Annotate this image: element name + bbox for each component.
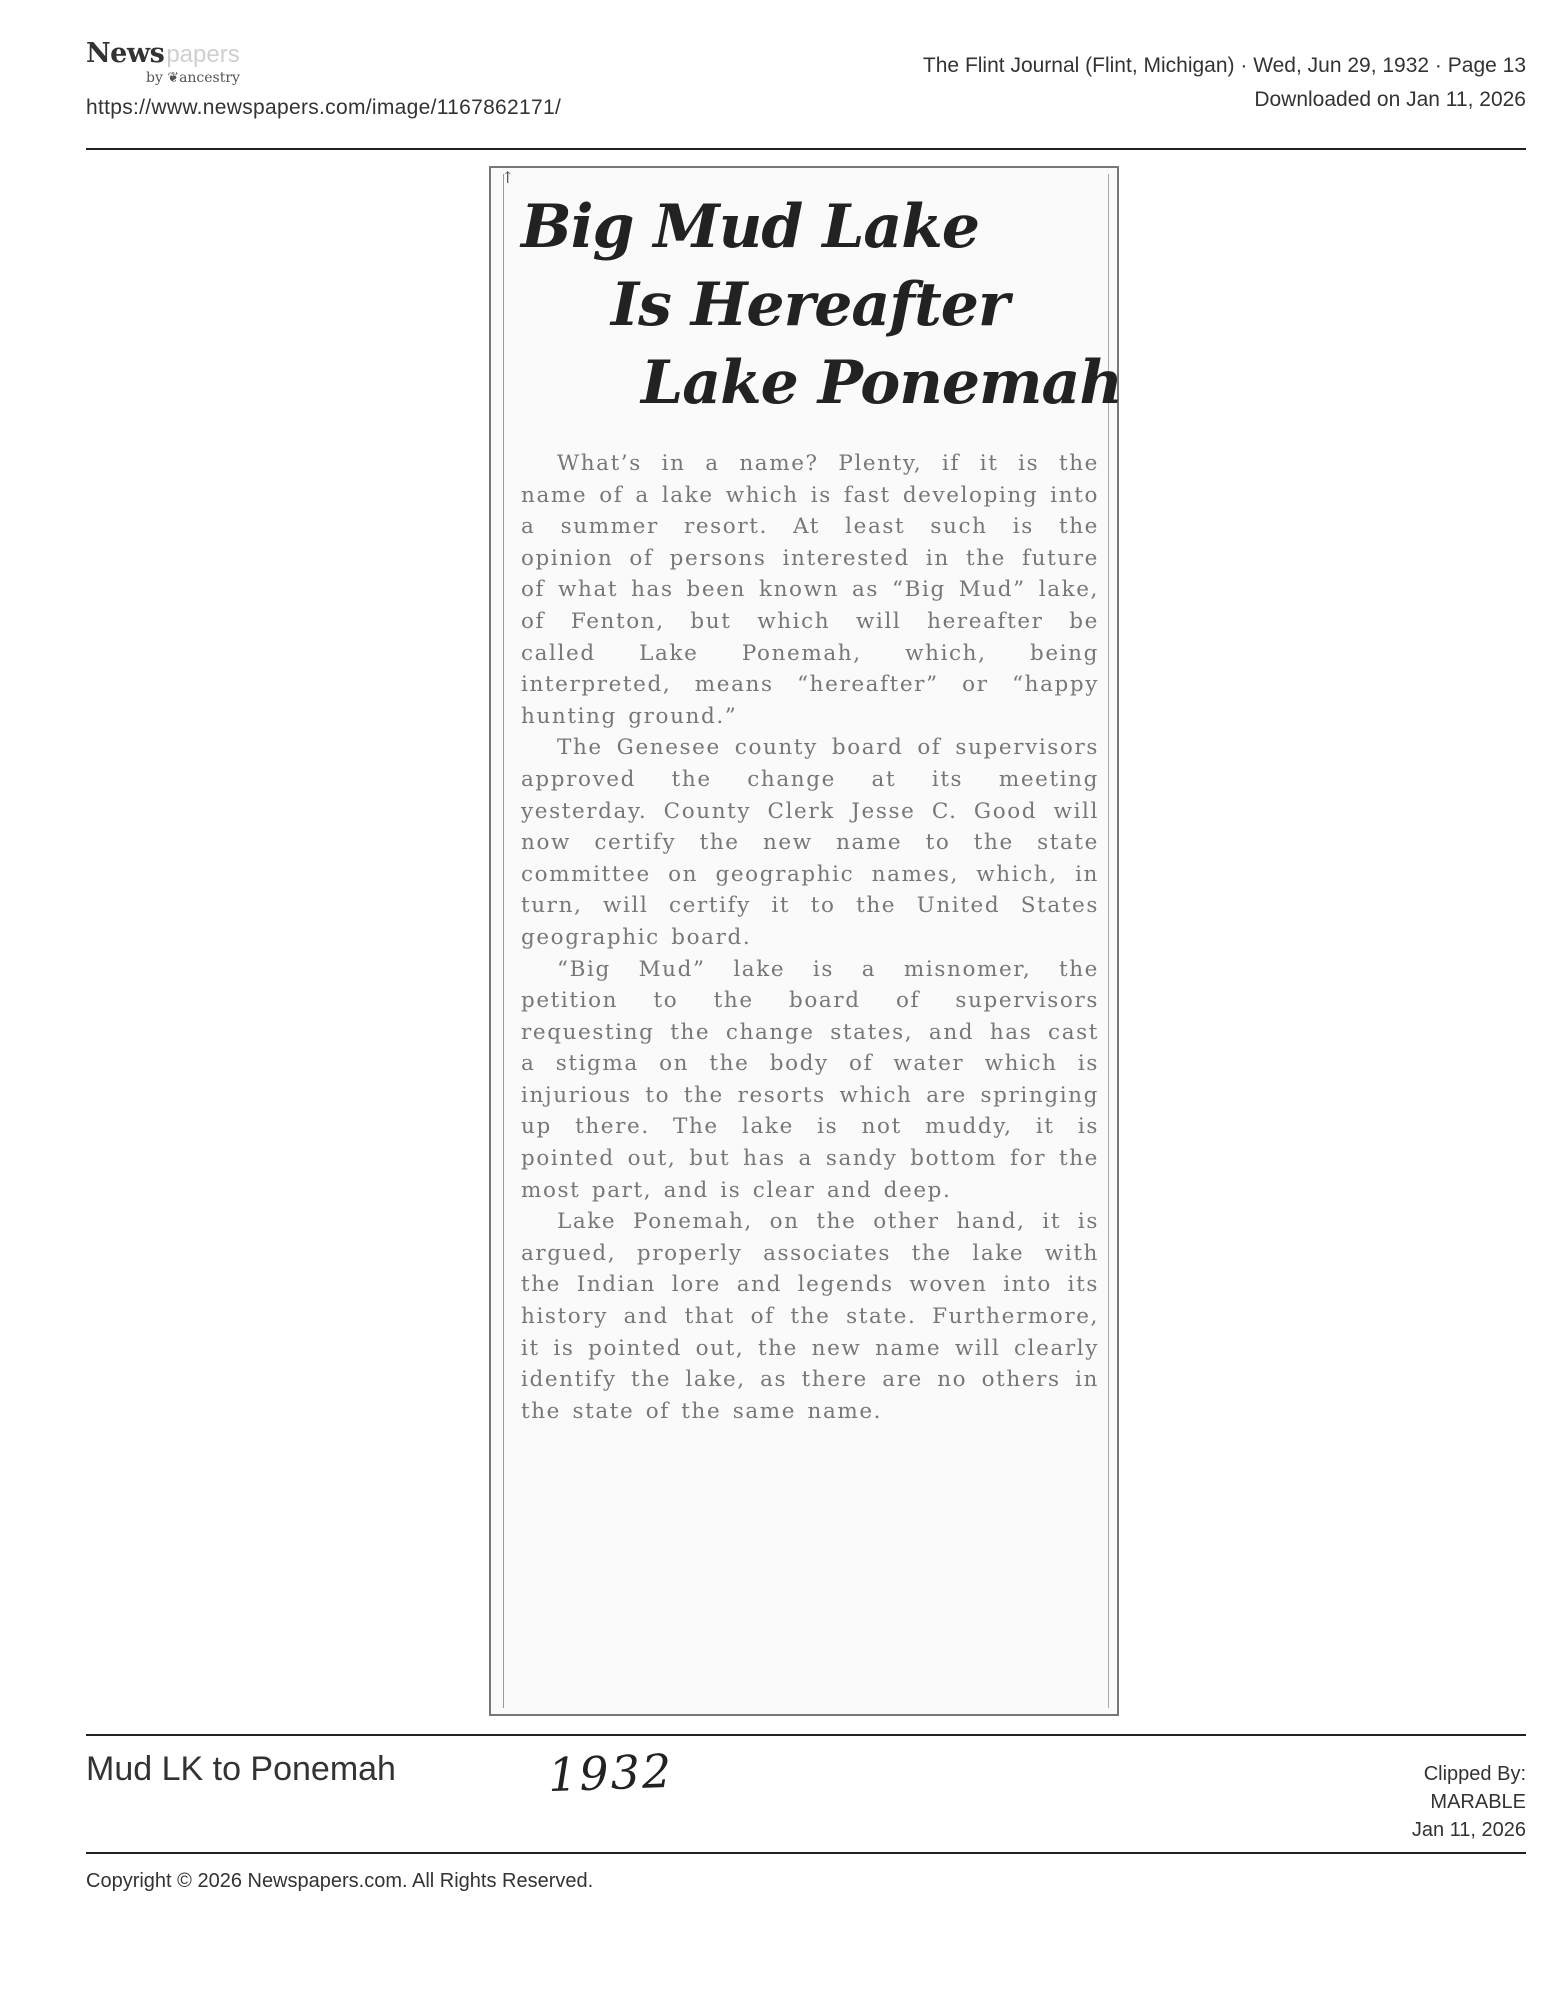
image-url[interactable]: https://www.newspapers.com/image/1167862171/ [86,96,562,119]
clipped-by-user[interactable]: MARABLE [1430,1791,1526,1813]
handwritten-year: 1932 [547,1743,674,1803]
footer-bottom-divider [86,1852,1526,1854]
clipped-by-label: Clipped By: [1423,1763,1526,1785]
clipped-date: Jan 11, 2026 [1411,1819,1526,1841]
source-citation: The Flint Journal (Flint, Michigan) · Wed, Jun 29, 1932 · Page 13 [922,54,1526,77]
article-paragraph: Lake Ponemah, on the other hand, it is argued, properly associates the lake with the Indian lore and legends woven into its history and that of the state. Furthermore, it is pointed out, the new name will clearly identify the lake, as there are no others in the state of the same name. [521,1209,1099,1424]
article-paragraph: The Genesee county board of supervisors approved the change at its meeting yesterday. County Clerk Jesse C. Good will now certify the new name to the state committee on geographic names, which, in turn, will certify it to the United States geographic board. [521,735,1099,950]
article-paragraph: “Big Mud” lake is a misnomer, the petition to the board of supervisors requesting the change states, and has cast a stigma on the body of water which is injurious to the resorts which are springing up there. The lake is not muddy, it is pointed out, but has a sandy bottom for the most part, and is clear and deep. [521,956,1099,1203]
clipped-by-block [1412,1760,1526,1844]
logo-word: News [86,38,165,69]
corner-mark: ↑ [501,168,515,187]
clip-title: Mud LK to Ponemah [86,1750,396,1788]
article-paragraph: What’s in a name? Plenty, if it is the name of a lake which is fast developing into a summer resort. At least such is the opinion of persons interested in the future of what has been known as “Big Mud” lake, of Fenton, but which will hereafter be called Lake Ponemah, which, being interpreted, means “hereafter” or “happy hunting ground.” [521,451,1099,729]
logo-ancestry: ancestry [179,70,240,86]
copyright-notice: Copyright © 2026 Newspapers.com. All Rights Reserved. [86,1870,594,1892]
logo-faded: papers [166,41,240,68]
article-headline [521,188,1123,422]
download-date: Downloaded on Jan 11, 2026 [1254,88,1526,111]
logo-by: by [146,70,168,86]
newspapers-logo[interactable] [86,38,240,86]
newspaper-clipping [489,166,1123,1716]
ancestry-leaf-icon: ❦ [167,70,180,86]
ancestry-byline [146,70,240,86]
headline-line-3: Lake Ponemah [641,348,1123,418]
page-header [86,38,1526,138]
header-divider [86,148,1526,150]
headline-line-2: Is Hereafter [611,270,1009,340]
headline-line-1: Big Mud Lake [521,192,980,262]
footer-top-divider [86,1734,1526,1736]
article-body [521,448,1099,1427]
